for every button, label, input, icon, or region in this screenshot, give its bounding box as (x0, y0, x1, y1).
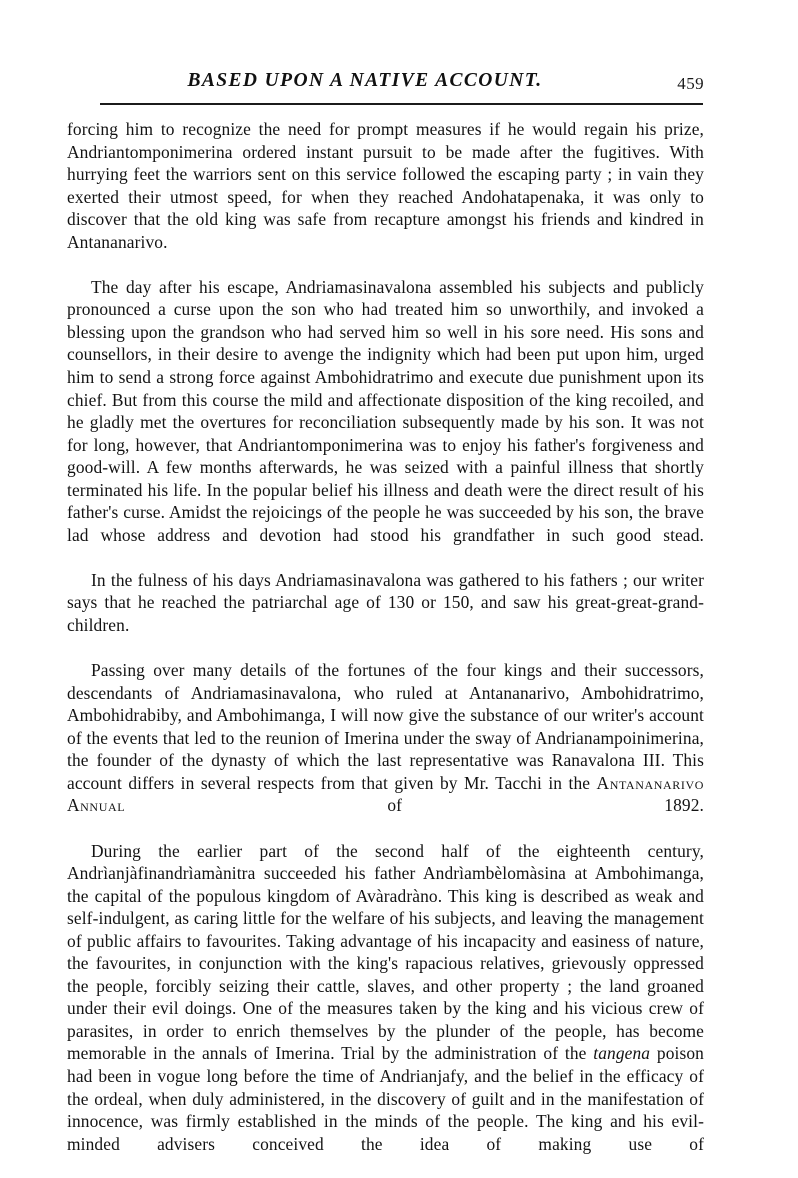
journal-title-smallcaps: Antananarivo Annual (67, 772, 704, 816)
paragraph-3: In the fulness of his days Andriamasinavalona was gathered to his fathers ; our writer says that he reached the patriarchal age of 130 or 150, and saw his great-great-grand-children. (67, 569, 704, 636)
paragraph-2: The day after his escape, Andriamasinavalona assembled his subjects and publicly pronounced a curse upon the son who had treated him so unworthily, and invoked a blessing upon the grandson who had served him so well in his sore need. His sons and counsellors, in their desire to avenge the indignity which had been put upon him, urged him to send a strong force against Ambohidratrimo and execute due punishment upon its chief. But from this course the mild and affectionate disposition of the king recoiled, and he gladly met the overtures for reconciliation subsequently made by his son. It was not for long, however, that Andriantomponimerina was to enjoy his father's forgiveness and good-will. A few months afterwards, he was seized with a painful illness that shortly terminated his life. In the popular belief his illness and death were the direct result of his father's curse. Amidst the rejoicings of the people he was succeeded by his son, the brave lad whose address and devotion had stood his grandfather in such good stead. (67, 276, 704, 545)
paragraph-5-tail-text: poison had been in vogue long before the time of Andrianjafy, and the belief in the efficacy of the ordeal, when duly administered, in the discovery of guilt and in the manifestation of innocence, was firmly established in the minds of the people. The king and his evil-minded advisers conceived the idea of making use of (67, 1043, 704, 1154)
tangena-italic-term: tangena (593, 1043, 651, 1064)
paragraph-5 (67, 840, 704, 1178)
body-text-block (67, 118, 704, 1178)
paragraph-4 (67, 659, 704, 839)
page-number: 459 (677, 74, 704, 93)
running-head (100, 70, 704, 96)
running-head-title: BASED UPON A NATIVE ACCOUNT. (187, 70, 543, 91)
paragraph-5-lead-text: During the earlier part of the second half of the eighteenth century, Andrìanjàfinandrìamànitra succeeded his father Andrìambèlomàsina at Ambohimanga, the capital of the populous kingdom of Avàradràno. This king is described as weak and self-indulgent, as caring little for the welfare of his subjects, and leaving the management of public affairs to favourites. Taking advantage of his incapacity and easiness of nature, the favourites, in conjunction with the king's rapacious relatives, grievously oppressed the people, forcibly seizing their cattle, slaves, and other property ; the land groaned under their evil doings. One of the measures taken by the king and his vicious crew of parasites, in order to enrich themselves by the plunder of the people, has become memorable in the annals of Imerina. Trial by the administration of the (67, 840, 704, 1064)
paragraph-1: forcing him to recognize the need for prompt measures if he would regain his prize, Andriantomponimerina ordered instant pursuit to be made after the fugitives. With hurrying feet the warriors sent on this service followed the escaping party ; in vain they exerted their utmost speed, for when they reached Andohatapenaka, it was only to discover that the old king was safe from recapture amongst his friends and kindred in Antananarivo. (67, 119, 704, 252)
paragraph-4-lead-text: Passing over many details of the fortunes of the four kings and their successors, descendants of Andriamasinavalona, who ruled at Antananarivo, Ambohidratrimo, Ambohidrabiby, and Ambohimanga, I will now give the substance of our writer's account of the events that led to the reunion of Imerina under the sway of Andrianampoinimerina, the founder of the dynasty of which the last representative was Ranavalona III. This account differs in several respects from that given by Mr. Tacchi in the (67, 660, 704, 793)
paragraph-4-tail-text: of 1892. (125, 795, 704, 816)
header-rule (100, 103, 703, 105)
